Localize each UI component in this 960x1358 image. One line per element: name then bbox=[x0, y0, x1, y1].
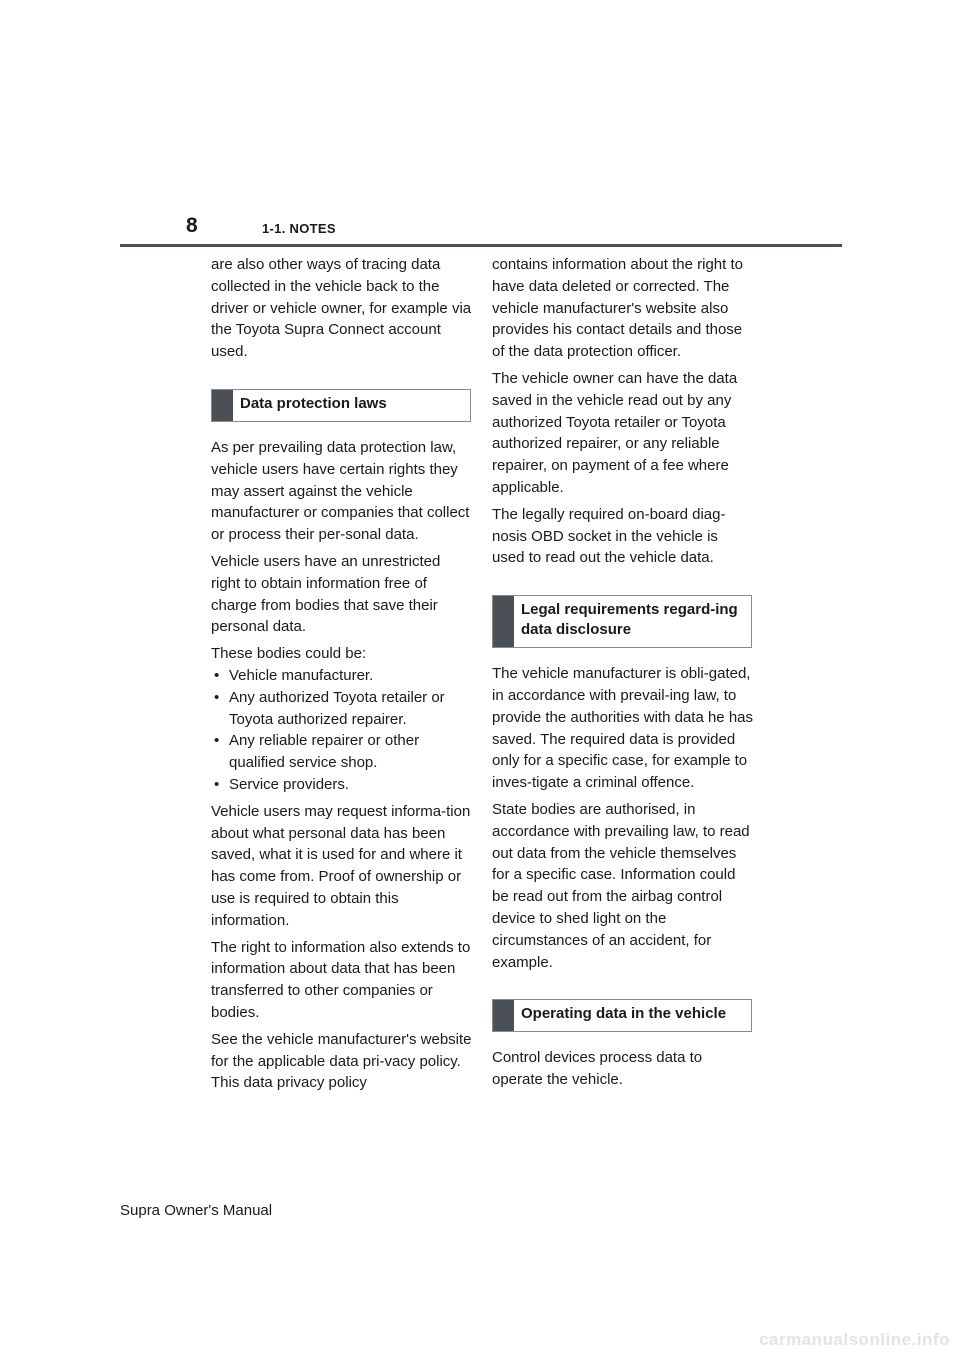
list-item: • Any reliable repairer or other qualified service shop. bbox=[211, 730, 473, 774]
list-item: • Vehicle manufacturer. bbox=[211, 665, 473, 687]
list-item: • Any authorized Toyota retailer or Toyota authorized repairer. bbox=[211, 687, 473, 731]
heading-operating-data bbox=[492, 999, 752, 1032]
paragraph: State bodies are authorised, in accordance with prevailing law, to read out data from the vehicle themselves for a specific case. Information could be read out from the airbag control device to shed light on the circumstances of an accident, for example. bbox=[492, 800, 750, 971]
page-number: 8 bbox=[186, 214, 198, 237]
header-rule bbox=[120, 244, 842, 247]
paragraph: Vehicle users may request informa-tion about what personal data has been saved, what it is used for and where it has come from. Proof of ownership or use is required to obtain this information. bbox=[211, 802, 471, 929]
left-column bbox=[211, 254, 473, 1099]
paragraph: The legally required on-board diag-nosis OBD socket in the vehicle is used to read out the vehicle data. bbox=[492, 505, 726, 567]
heading-text: Legal requirements regard-ing data disclosure bbox=[521, 601, 738, 639]
paragraph: As per prevailing data protection law, vehicle users have certain rights they may assert against the vehicle manufacturer or companies that collect or process their per-sonal data. bbox=[211, 438, 470, 544]
section-title: 1-1. NOTES bbox=[262, 221, 336, 236]
heading-bar bbox=[493, 596, 514, 647]
paragraph: The right to information also extends to information about data that has been transferred to other companies or bodies. bbox=[211, 938, 471, 1021]
paragraph: Control devices process data to operate the vehicle. bbox=[492, 1049, 703, 1089]
paragraph: The vehicle manufacturer is obli-gated, in accordance with prevail-ing law, to provide the authorities with data he has saved. The required data is provided only for a specific case, for example to inves-tigate a criminal offence. bbox=[492, 665, 753, 792]
heading-data-protection-laws bbox=[211, 389, 471, 422]
heading-legal-requirements bbox=[492, 595, 752, 648]
footer-title: Supra Owner's Manual bbox=[120, 1202, 273, 1219]
paragraph: Vehicle users have an unrestricted right to obtain information free of charge from bodies that save their personal data. bbox=[211, 552, 441, 636]
heading-text: Operating data in the vehicle bbox=[521, 1005, 727, 1023]
intro-paragraph: are also other ways of tracing data collected in the vehicle back to the driver or vehicle owner, for example via the Toyota Supra Connect account used. bbox=[211, 256, 472, 361]
heading-bar bbox=[493, 1000, 514, 1031]
paragraph: contains information about the right to have data deleted or corrected. The vehicle manufacturer's website also provides his contact details and those of the data protection officer. bbox=[492, 256, 743, 361]
paragraph: The vehicle owner can have the data saved in the vehicle read out by any authorized Toyota retailer or Toyota authorized repairer, or any reliable repairer, on payment of a fee where applicable. bbox=[492, 369, 738, 496]
bodies-list bbox=[211, 665, 473, 796]
watermark: carmanualsonline.info bbox=[759, 1330, 950, 1349]
heading-bar bbox=[212, 390, 233, 421]
paragraph: See the vehicle manufacturer's website for the applicable data pri-vacy policy. This data privacy policy bbox=[211, 1030, 472, 1092]
heading-text: Data protection laws bbox=[240, 394, 387, 412]
paragraph: These bodies could be: bbox=[211, 645, 367, 663]
right-column bbox=[492, 254, 754, 1096]
list-item: • Service providers. bbox=[211, 774, 473, 796]
